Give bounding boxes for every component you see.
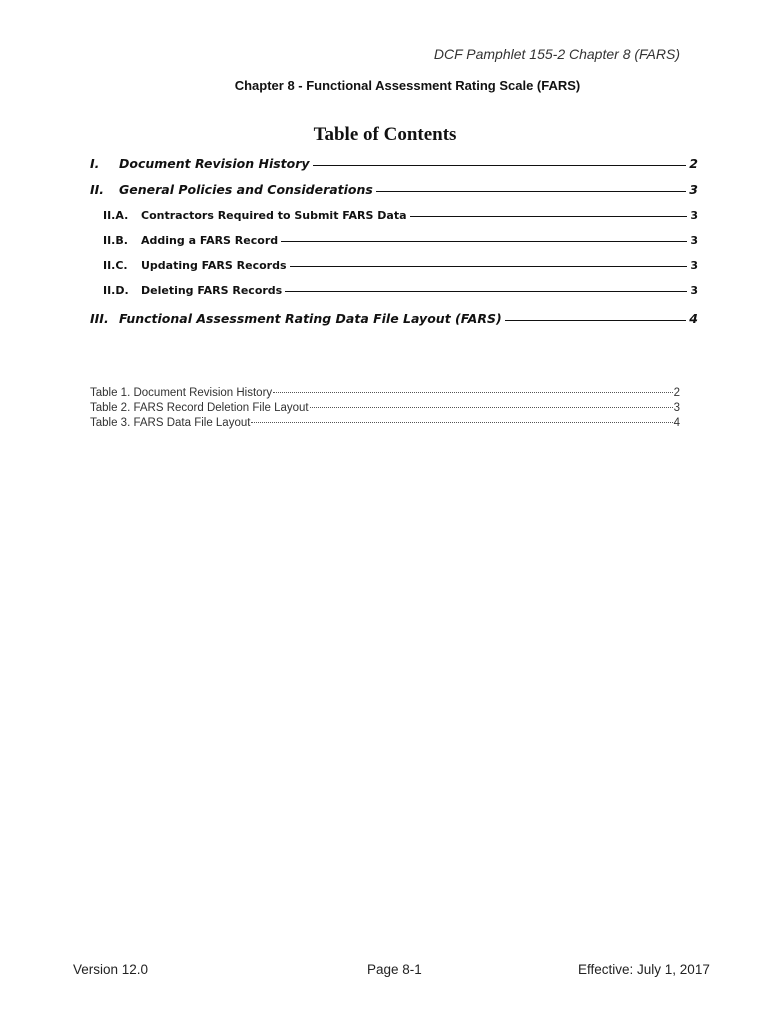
- toc-entry-title: Functional Assessment Rating Data File Layout (FARS): [119, 311, 502, 326]
- toc-leader-line: [313, 165, 687, 166]
- toc-entry-number: II.A.: [103, 209, 129, 222]
- toc-entry-title: Document Revision History: [119, 156, 310, 171]
- table-list-page: 2: [673, 387, 680, 399]
- footer-effective-date: Effective: July 1, 2017: [578, 962, 710, 977]
- table-list-page: 3: [673, 402, 680, 414]
- toc-entry[interactable]: [103, 284, 698, 297]
- toc-heading: Table of Contents: [313, 124, 457, 145]
- table-list-title: Table 2. FARS Record Deletion File Layout: [90, 402, 309, 414]
- dot-leader: [251, 422, 672, 423]
- toc-entry-title: Contractors Required to Submit FARS Data: [141, 209, 407, 222]
- toc-entry-title: Adding a FARS Record: [141, 234, 279, 247]
- table-list-entry[interactable]: [90, 402, 680, 414]
- running-header: DCF Pamphlet 155-2 Chapter 8 (FARS): [433, 46, 680, 62]
- toc-entry-number: III.: [90, 311, 109, 326]
- dot-leader: [310, 407, 673, 408]
- table-list-title: Table 3. FARS Data File Layout: [90, 417, 251, 429]
- toc-entry[interactable]: [90, 156, 698, 171]
- toc-leader-line: [285, 291, 687, 292]
- toc-leader-line: [290, 266, 688, 267]
- toc-entry-number: II.D.: [103, 284, 129, 297]
- toc-leader-line: [410, 216, 688, 217]
- table-list-title: Table 1. Document Revision History: [90, 387, 273, 399]
- toc-leader-line: [505, 320, 687, 321]
- footer-version: Version 12.0: [73, 962, 149, 977]
- toc-entry-title: Deleting FARS Records: [141, 284, 283, 297]
- table-list-entry[interactable]: [90, 417, 680, 429]
- toc-entry-number: I.: [90, 156, 100, 171]
- toc-entry-page: 2: [689, 156, 698, 171]
- toc-entry-page: 3: [689, 182, 698, 197]
- toc-entry[interactable]: [90, 311, 698, 326]
- toc-entry-page: 3: [690, 209, 698, 222]
- toc-leader-line: [376, 191, 686, 192]
- footer-page-number: Page 8-1: [367, 962, 422, 977]
- table-list-page: 4: [673, 417, 680, 429]
- toc-entry-number: II.: [90, 182, 105, 197]
- toc-entry-page: 3: [690, 259, 698, 272]
- toc-entry-number: II.B.: [103, 234, 128, 247]
- toc-entry-title: General Policies and Considerations: [119, 182, 373, 197]
- toc-entry[interactable]: [90, 182, 698, 197]
- toc-entry-title: Updating FARS Records: [141, 259, 287, 272]
- toc-entry[interactable]: [103, 234, 698, 247]
- toc-entry-page: 3: [690, 284, 698, 297]
- chapter-title: Chapter 8 - Functional Assessment Rating Scale (FARS): [234, 78, 581, 93]
- toc-leader-line: [281, 241, 687, 242]
- dot-leader: [273, 392, 672, 393]
- toc-entry[interactable]: [103, 209, 698, 222]
- table-list-entry[interactable]: [90, 387, 680, 399]
- toc-entry-page: 4: [689, 311, 698, 326]
- toc-entry-number: II.C.: [103, 259, 128, 272]
- toc-entry[interactable]: [103, 259, 698, 272]
- toc-entry-page: 3: [690, 234, 698, 247]
